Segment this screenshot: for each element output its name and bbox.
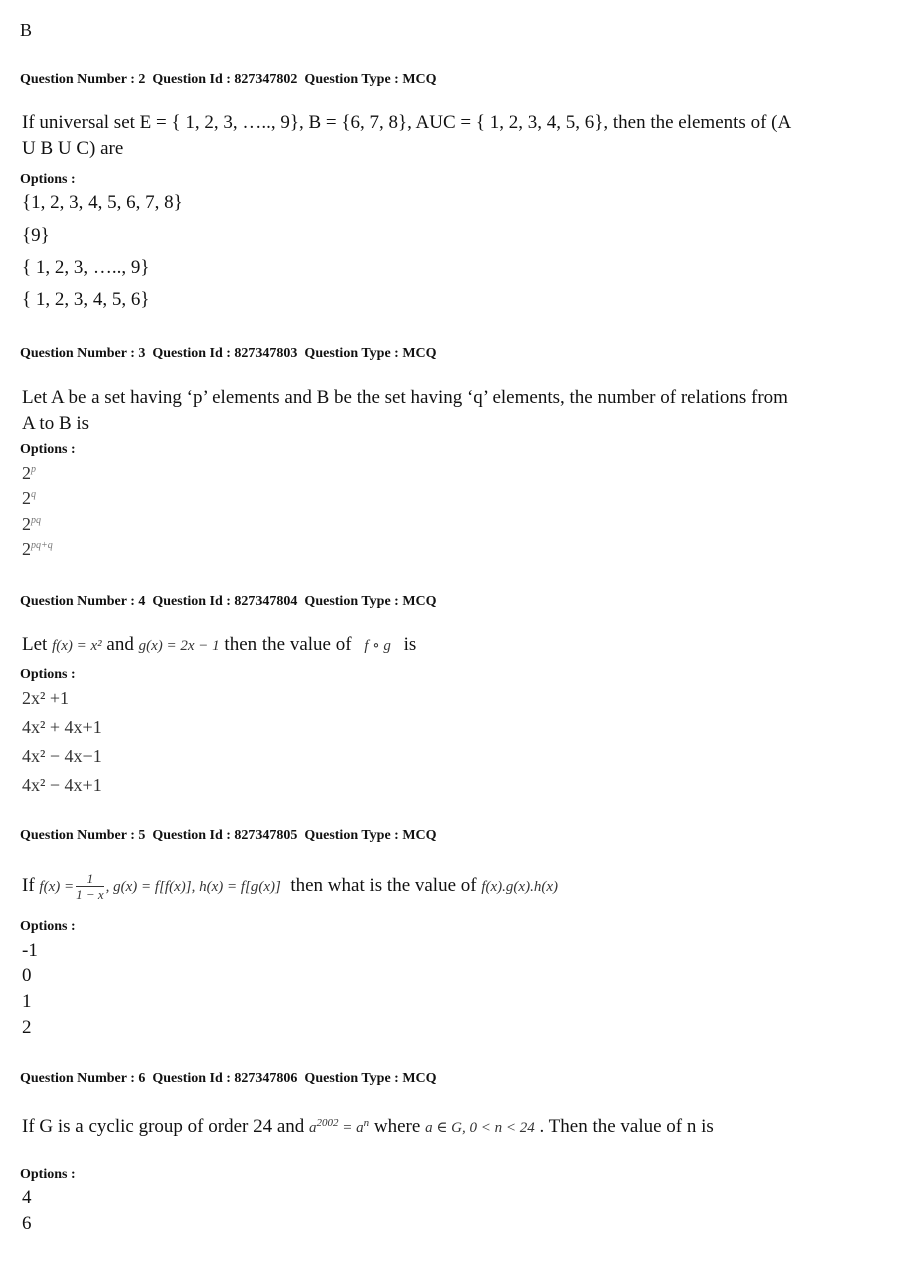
question-4-header: Question Number : 4 Question Id : 827347804 Question Type : MCQ [20,594,437,609]
question-2-header: Question Number : 2 Question Id : 827347802 Question Type : MCQ [20,72,437,87]
question-4-option-1: 2x² +1 [22,688,70,708]
question-4-options-label: Options : [20,667,76,682]
question-2-option-2: {9} [22,225,50,246]
question-4-option-4: 4x² − 4x+1 [22,775,102,795]
question-3-option-1: 2$^p$ [22,463,36,483]
formula-composition: f ∘ g [364,638,391,654]
question-2-text: If universal set E = { 1, 2, 3, ….., 9}, B = {6, 7, 8}, AUC = { 1, 2, 3, 4, 5, 6}, then the elements of (A U B U C) are [22,112,791,159]
question-2-option-4: { 1, 2, 3, 4, 5, 6} [22,289,150,310]
question-3-option-4: $2^{pq+q}$ [22,539,53,559]
question-6-header: Question Number : 6 Question Id : 827347806 Question Type : MCQ [20,1071,437,1086]
question-6-options-label: Options : [20,1167,76,1182]
formula-f: f(x) = x² [52,638,102,654]
question-5-text: If f(x) = $\frac{1}{1 - x}$ , g(x) = f[f(x)], h(x) = f[g(x)] then what is the value of f(x).g(x).h(x) [22,870,558,902]
question-3-text: Let A be a set having ‘p’ elements and B be the set having ‘q’ elements, the number of relations from A to B is [22,387,788,434]
question-5-options-label: Options : [20,919,76,934]
fraction: $\frac{1}{1 - x}$ [76,870,104,902]
question-4-text: Let f(x) = x² and g(x) = 2x − 1 then the value of f ∘ g is [22,634,417,655]
question-3-option-3: $2^{pq}$ [22,514,41,534]
question-6-option-2: 6 [22,1213,32,1234]
question-3-options-label: Options : [20,442,76,457]
formula-g: g(x) = 2x − 1 [138,638,220,654]
question-2-option-3: { 1, 2, 3, ….., 9} [22,257,150,278]
question-4-option-2: 4x² + 4x+1 [22,717,102,737]
question-5-option-1: -1 [22,940,38,961]
question-5-header: Question Number : 5 Question Id : 827347805 Question Type : MCQ [20,828,437,843]
previous-answer: B [20,20,33,40]
question-3-option-2: 2$^q$ [22,488,36,508]
question-2-options-label: Options : [20,172,76,187]
question-3-header: Question Number : 3 Question Id : 827347803 Question Type : MCQ [20,346,437,361]
question-4-option-3: 4x² − 4x−1 [22,746,102,766]
question-6-option-1: 4 [22,1187,32,1208]
formula-product: f(x).g(x).h(x) [481,879,558,895]
question-2-option-1: {1, 2, 3, 4, 5, 6, 7, 8} [22,192,183,213]
question-5-option-2: 0 [22,965,32,986]
question-5-option-3: 1 [22,991,32,1012]
question-6-text: If G is a cyclic group of order 24 and $a^{2002} = a^n$ where a ∈ G, 0 < n < 24 . Then the value of n is [22,1116,714,1137]
question-5-option-4: 2 [22,1017,32,1038]
